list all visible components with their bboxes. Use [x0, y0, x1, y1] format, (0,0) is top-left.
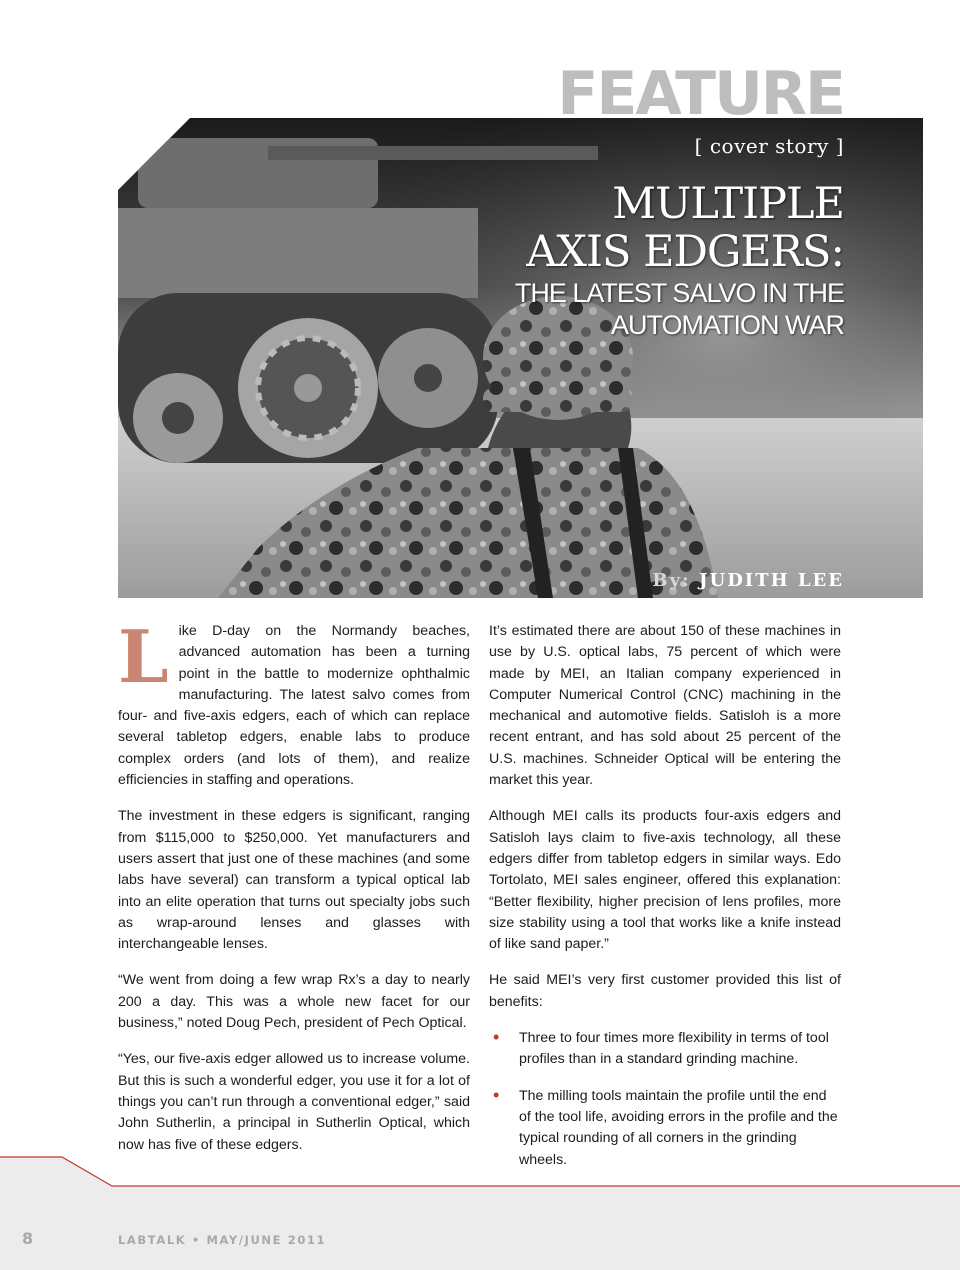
- byline-author: JUDITH LEE: [698, 570, 844, 591]
- list-item: [489, 1028, 841, 1071]
- subheadline-line-2: AUTOMATION WAR: [611, 310, 844, 340]
- section-label: FEATURE: [557, 59, 844, 129]
- paragraph: [118, 614, 470, 791]
- footer-band: [0, 1150, 960, 1270]
- page-number: 8: [22, 1229, 34, 1248]
- subheadline-line-1: THE LATEST SALVO IN THE: [514, 278, 844, 308]
- list-item-text: Three to four times more flexibility in terms of tool profiles than in a standard grinding machine.: [519, 1030, 829, 1068]
- right-column: [489, 621, 841, 1186]
- paragraph: Although MEI calls its products four-axis edgers and Satisloh lays claim to five-axis technology, all these edgers differ from tabletop edgers in similar ways. Edo Tortolato, MEI sales engineer, offered this explanation: “Better flexibility, higher precision of lens profiles, more size stability using a tool that works like a knife instead of like sand paper.”: [489, 808, 841, 953]
- headline-line-1: MULTIPLE: [612, 179, 844, 229]
- headline-line-2: AXIS EDGERS:: [526, 227, 844, 277]
- paragraph-text: ike D-day on the Normandy beaches, advanced automation has been a turning point in the battle to modernize ophthalmic manufacturing. The latest salvo comes from four- and five-axis edgers, each of which can replace several tabletop edgers, enable labs to produce complex orders (and lots of them), and realize efficiencies in staffing and operations.: [118, 623, 470, 789]
- byline: [652, 570, 844, 591]
- paragraph: He said MEI’s very first customer provided this list of benefits:: [489, 972, 841, 1010]
- paragraph: “Yes, our five-axis edger allowed us to increase volume. But this is such a wonderful edger, you use it for a lot of things you can’t run through a conventional edger,” said John Sutherlin, a principal in Sutherlin Optical, which now has five of these edgers.: [118, 1051, 470, 1153]
- bullet-icon: •: [493, 1027, 500, 1048]
- paragraph: The investment in these edgers is significant, ranging from $115,000 to $250,000. Yet manufacturers and users assert that just one of these machines (and some labs have several) can transform a typical optical lab into an elite operation that turns out specialty jobs such as wrap-around lenses and glasses with interchangeable lenses.: [118, 808, 470, 953]
- paragraph: “We went from doing a few wrap Rx’s a day to nearly 200 a day. This was a whole new facet for our business,” noted Doug Pech, president of Pech Optical.: [118, 972, 470, 1032]
- left-column: [118, 614, 470, 1171]
- publication-footer: LABTALK • MAY/JUNE 2011: [118, 1233, 327, 1247]
- drop-cap: L: [118, 614, 169, 699]
- bullet-icon: •: [493, 1084, 500, 1105]
- byline-prefix: By:: [652, 570, 691, 591]
- article-headline: [515, 180, 844, 340]
- list-item-text: The milling tools maintain the profile until the end of the tool life, avoiding errors in the profile and the typical rounding of all corners in the grinding wheels.: [519, 1087, 838, 1168]
- paragraph: It’s estimated there are about 150 of these machines in use by U.S. optical labs, 75 percent of which were made by MEI, an Italian company experienced in Computer Numerical Control (CNC) machining in the mechanical and automotive fields. Satisloh is a more recent entrant, and has sold about 25 percent of the U.S. machines. Schneider Optical will be entering the market this year.: [489, 623, 841, 789]
- cover-story-label: [ cover story ]: [694, 134, 844, 158]
